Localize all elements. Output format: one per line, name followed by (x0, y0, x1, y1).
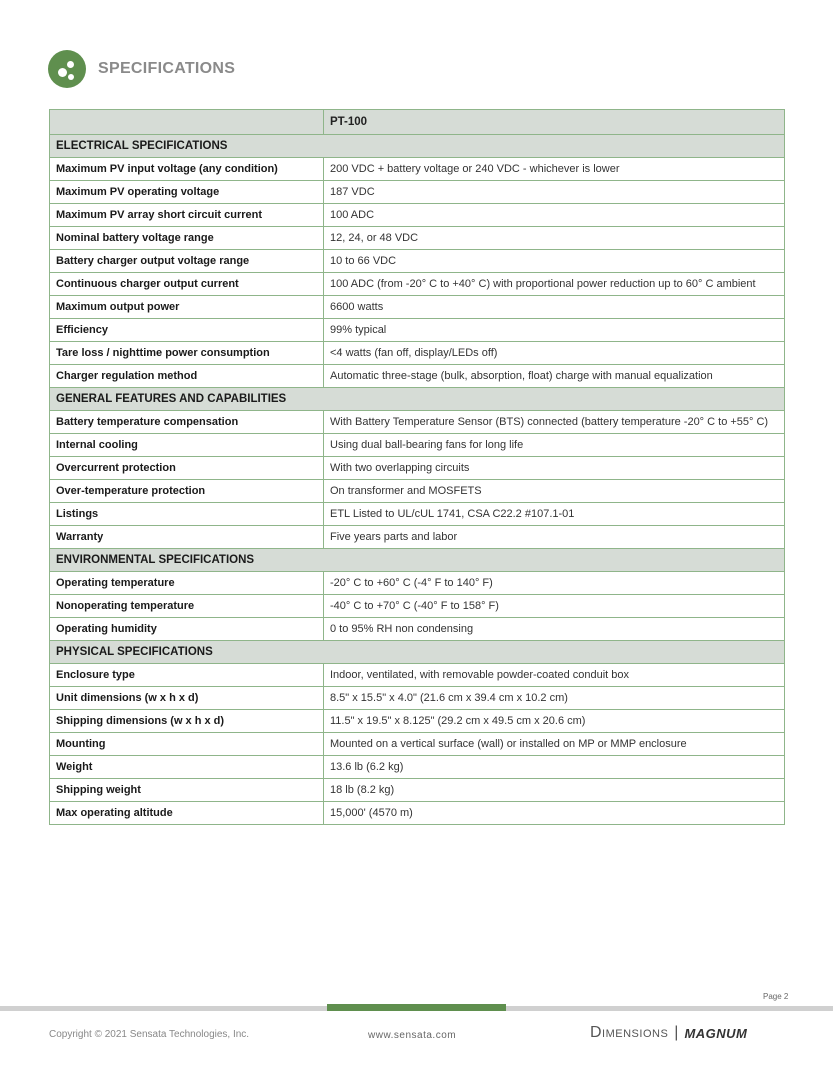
table-row (50, 273, 785, 296)
spec-value: 18 lb (8.2 kg) (324, 779, 785, 802)
table-row (50, 756, 785, 779)
spec-label: Maximum PV input voltage (any condition) (50, 158, 324, 181)
spec-label: Battery temperature compensation (50, 411, 324, 434)
spec-label: Warranty (50, 526, 324, 549)
table-row (50, 411, 785, 434)
spec-label: Unit dimensions (w x h x d) (50, 687, 324, 710)
header-empty-cell (50, 110, 324, 135)
spec-value: 6600 watts (324, 296, 785, 319)
table-row (50, 434, 785, 457)
spec-value: On transformer and MOSFETS (324, 480, 785, 503)
spec-value: <4 watts (fan off, display/LEDs off) (324, 342, 785, 365)
table-row (50, 618, 785, 641)
table-row (50, 802, 785, 825)
spec-label: Battery charger output voltage range (50, 250, 324, 273)
dimensions-logo: Dimensions (590, 1024, 669, 1041)
table-row (50, 250, 785, 273)
table-row (50, 595, 785, 618)
spec-label: Nominal battery voltage range (50, 227, 324, 250)
spec-value: 10 to 66 VDC (324, 250, 785, 273)
spec-value: ETL Listed to UL/cUL 1741, CSA C22.2 #107.1-01 (324, 503, 785, 526)
specifications-table (49, 109, 785, 825)
spec-value: Indoor, ventilated, with removable powder-coated conduit box (324, 664, 785, 687)
spec-value: 11.5" x 19.5" x 8.125" (29.2 cm x 49.5 cm x 20.6 cm) (324, 710, 785, 733)
page-title: SPECIFICATIONS (98, 60, 236, 77)
table-row (50, 342, 785, 365)
spec-value: With Battery Temperature Sensor (BTS) connected (battery temperature -20° C to +55° C) (324, 411, 785, 434)
section-title: ELECTRICAL SPECIFICATIONS (50, 135, 785, 158)
spec-label: Maximum output power (50, 296, 324, 319)
table-row (50, 710, 785, 733)
spec-label: Enclosure type (50, 664, 324, 687)
table-row (50, 181, 785, 204)
spec-value: 0 to 95% RH non condensing (324, 618, 785, 641)
table-row (50, 480, 785, 503)
spec-label: Continuous charger output current (50, 273, 324, 296)
spec-value: 200 VDC + battery voltage or 240 VDC - whichever is lower (324, 158, 785, 181)
section-title: ENVIRONMENTAL SPECIFICATIONS (50, 549, 785, 572)
section-header-row (50, 641, 785, 664)
table-row (50, 227, 785, 250)
table-row (50, 319, 785, 342)
spec-value: -40° C to +70° C (-40° F to 158° F) (324, 595, 785, 618)
website-link[interactable]: www.sensata.com (368, 1030, 457, 1041)
spec-value: Using dual ball-bearing fans for long life (324, 434, 785, 457)
spec-label: Shipping dimensions (w x h x d) (50, 710, 324, 733)
table-header-row (50, 110, 785, 135)
spec-value: 99% typical (324, 319, 785, 342)
spec-label: Mounting (50, 733, 324, 756)
spec-value: -20° C to +60° C (-4° F to 140° F) (324, 572, 785, 595)
magnum-logo: MAGNUM (684, 1025, 748, 1041)
spec-label: Over-temperature protection (50, 480, 324, 503)
footer-accent-bar (327, 1004, 506, 1011)
spec-value: 100 ADC (from -20° C to +40° C) with proportional power reduction up to 60° C ambient (324, 273, 785, 296)
table-row (50, 572, 785, 595)
spec-label: Operating temperature (50, 572, 324, 595)
spec-label: Max operating altitude (50, 802, 324, 825)
spec-value: Mounted on a vertical surface (wall) or installed on MP or MMP enclosure (324, 733, 785, 756)
spec-label: Internal cooling (50, 434, 324, 457)
spec-label: Listings (50, 503, 324, 526)
spec-value: 15,000' (4570 m) (324, 802, 785, 825)
spec-value: 13.6 lb (6.2 kg) (324, 756, 785, 779)
table-row (50, 664, 785, 687)
spec-value: Five years parts and labor (324, 526, 785, 549)
spec-value: 8.5" x 15.5" x 4.0" (21.6 cm x 39.4 cm x 10.2 cm) (324, 687, 785, 710)
spec-label: Charger regulation method (50, 365, 324, 388)
spec-label: Operating humidity (50, 618, 324, 641)
brand-logos (590, 1024, 747, 1042)
table-row (50, 296, 785, 319)
spec-value: 100 ADC (324, 204, 785, 227)
section-title: GENERAL FEATURES AND CAPABILITIES (50, 388, 785, 411)
spec-label: Efficiency (50, 319, 324, 342)
section-header-row (50, 388, 785, 411)
copyright-text: Copyright © 2021 Sensata Technologies, Inc. (49, 1029, 250, 1040)
table-row (50, 526, 785, 549)
spec-label: Nonoperating temperature (50, 595, 324, 618)
table-row (50, 457, 785, 480)
spec-value: 187 VDC (324, 181, 785, 204)
spec-label: Shipping weight (50, 779, 324, 802)
page-header (48, 50, 235, 88)
table-row (50, 503, 785, 526)
model-name: PT-100 (324, 110, 785, 135)
table-row (50, 204, 785, 227)
brand-logo-icon (48, 50, 86, 88)
brand-separator: | (674, 1024, 679, 1041)
spec-label: Weight (50, 756, 324, 779)
section-title: PHYSICAL SPECIFICATIONS (50, 641, 785, 664)
table-row (50, 779, 785, 802)
section-header-row (50, 549, 785, 572)
section-header-row (50, 135, 785, 158)
spec-label: Maximum PV array short circuit current (50, 204, 324, 227)
spec-value: Automatic three-stage (bulk, absorption, float) charge with manual equalization (324, 365, 785, 388)
spec-label: Tare loss / nighttime power consumption (50, 342, 324, 365)
spec-value: 12, 24, or 48 VDC (324, 227, 785, 250)
table-row (50, 733, 785, 756)
table-row (50, 365, 785, 388)
table-row (50, 158, 785, 181)
spec-label: Maximum PV operating voltage (50, 181, 324, 204)
table-row (50, 687, 785, 710)
page-number: Page 2 (763, 992, 789, 1001)
spec-label: Overcurrent protection (50, 457, 324, 480)
spec-value: With two overlapping circuits (324, 457, 785, 480)
